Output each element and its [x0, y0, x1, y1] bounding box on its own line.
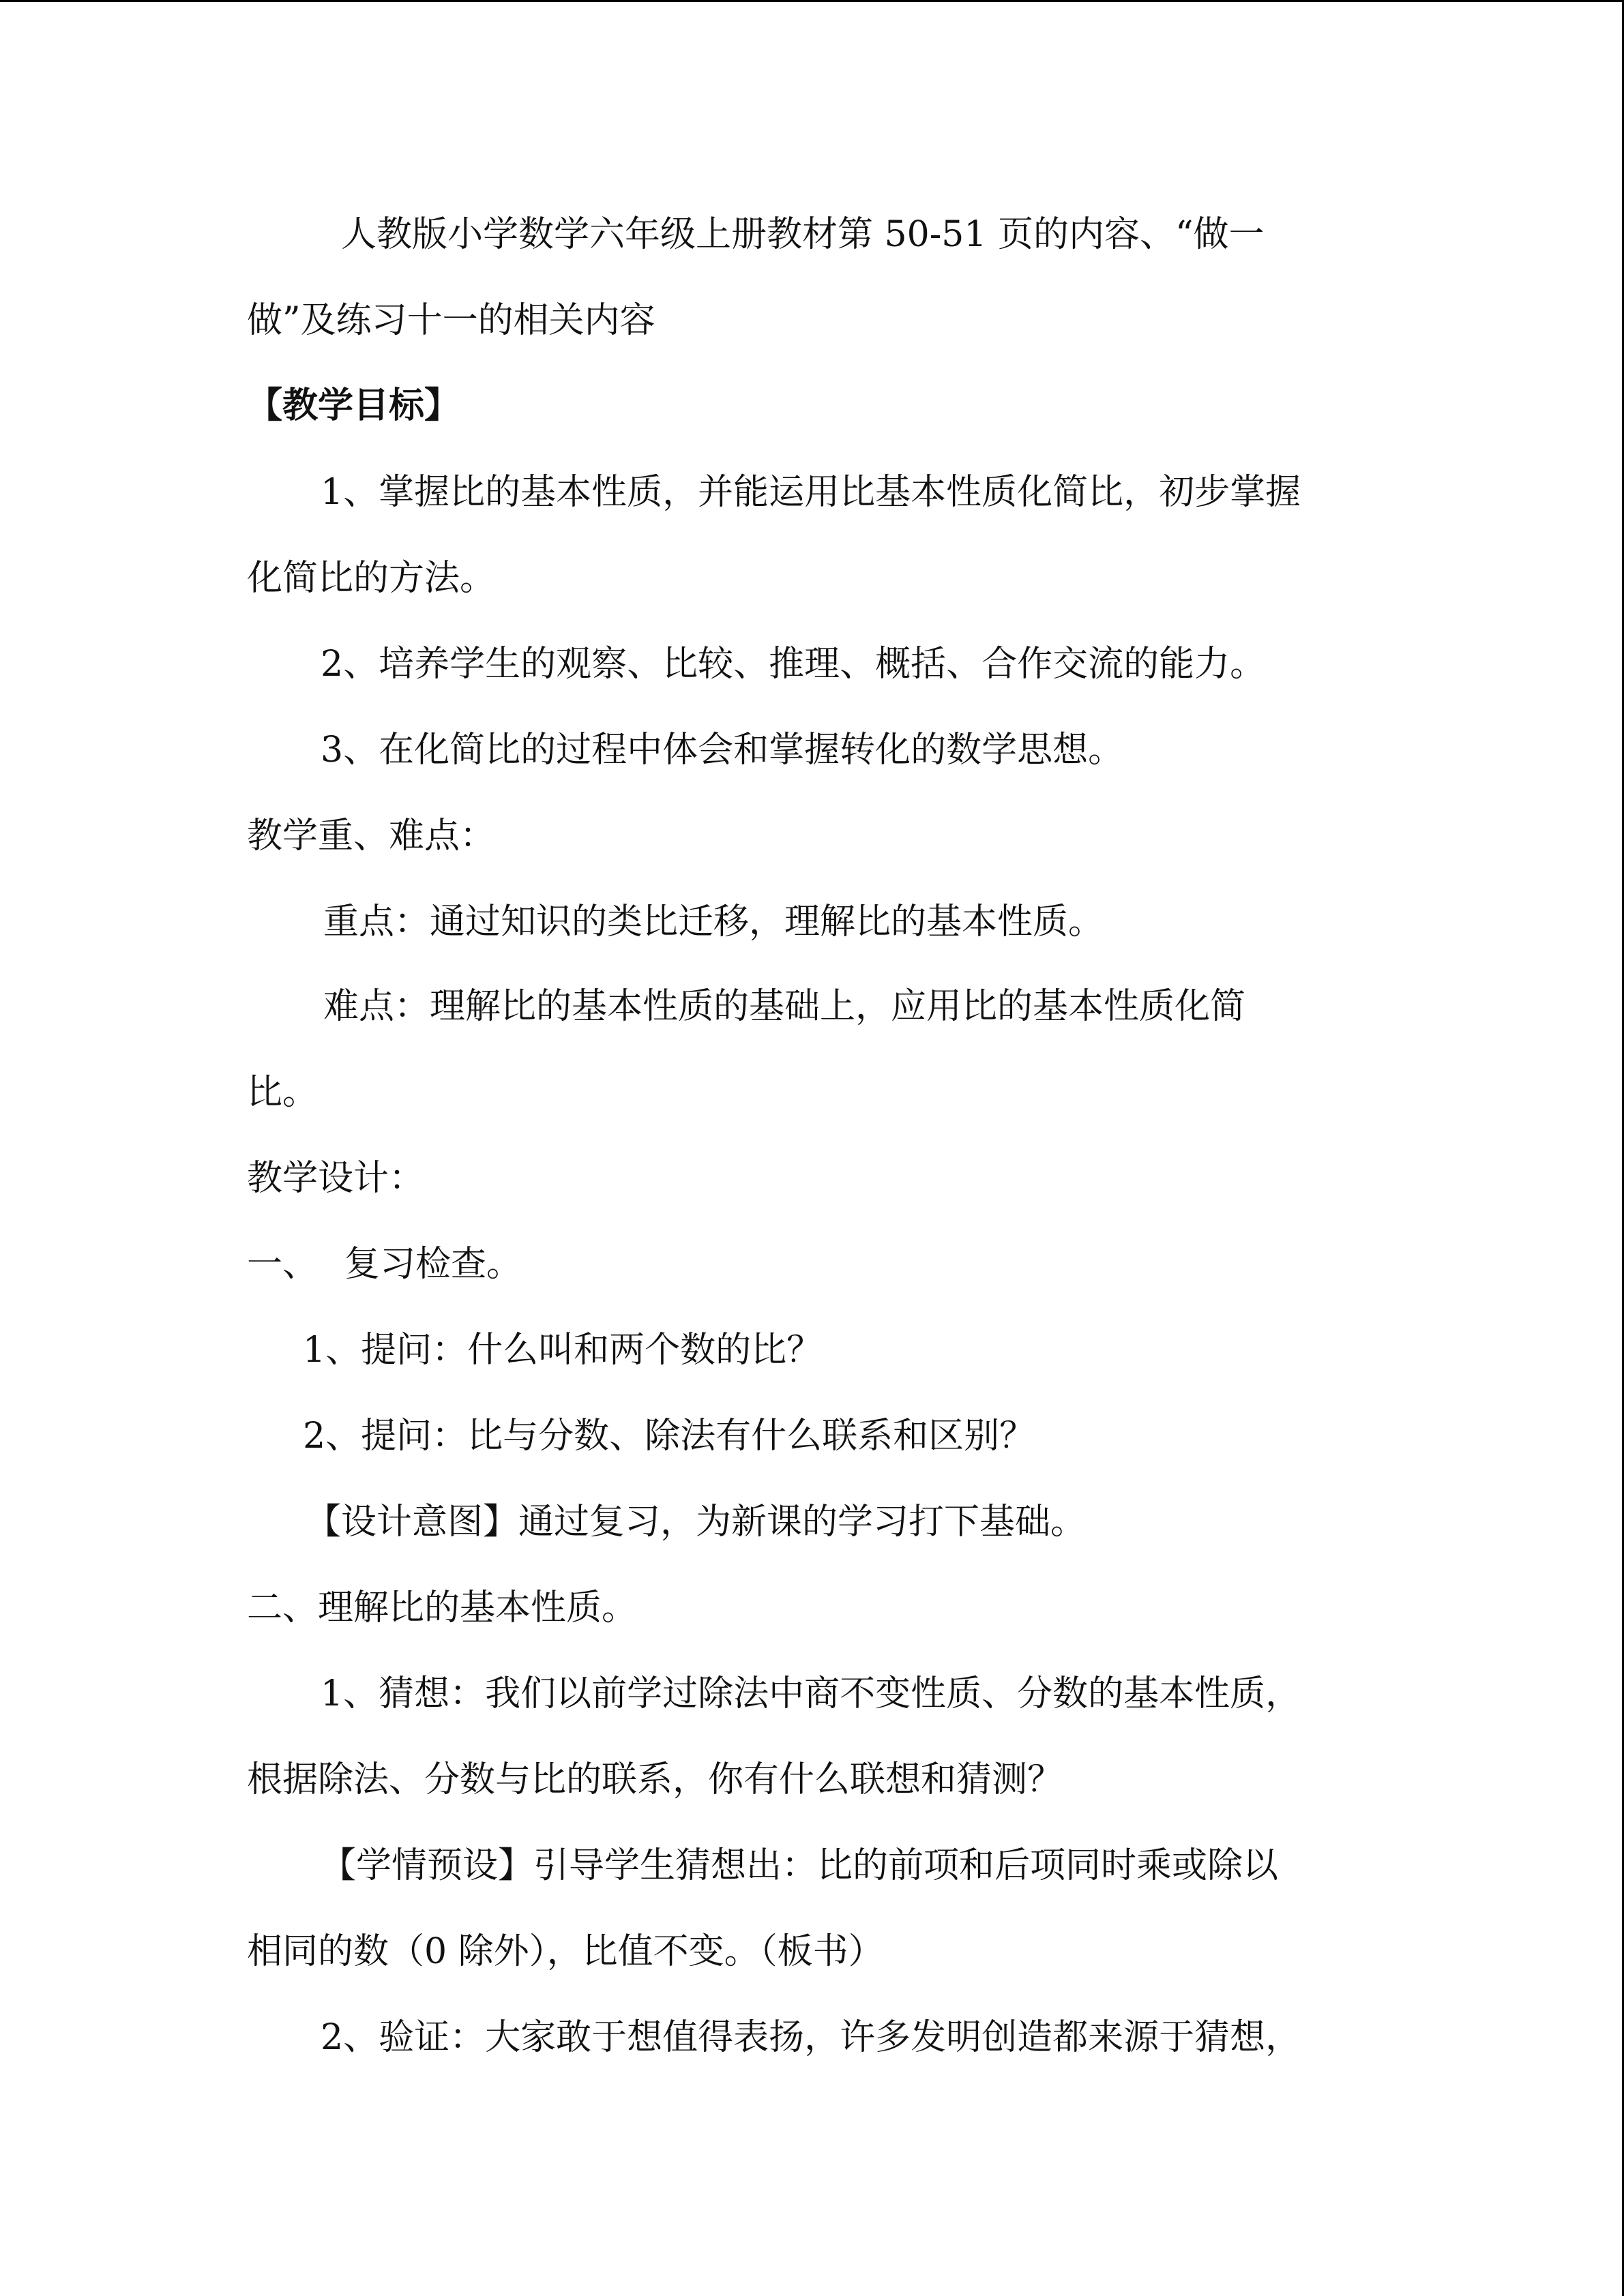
section-2-preset-line-2: 相同的数（0 除外），比值不变。（板书） — [247, 1931, 884, 1972]
objective-2: 2、培养学生的观察、比较、推理、概括、合作交流的能力。 — [321, 644, 1266, 685]
section-1-title: 复习检查。 — [344, 1244, 522, 1285]
design-heading: 教学设计： — [247, 1158, 425, 1199]
section-1-question-2: 2、提问：比与分数、除法有什么联系和区别？ — [303, 1416, 1035, 1457]
objective-3: 3、在化简比的过程中体会和掌握转化的数学思想。 — [321, 730, 1124, 771]
section-1-question-1: 1、提问：什么叫和两个数的比？ — [303, 1330, 823, 1371]
intro-line-2: 做”及练习十一的相关内容 — [247, 300, 655, 341]
section-1-design-intent: 【设计意图】通过复习，为新课的学习打下基础。 — [306, 1502, 1087, 1542]
section-2-guess-line-2: 根据除法、分数与比的联系，你有什么联想和猜测？ — [247, 1759, 1063, 1800]
key-points-heading: 教学重、难点： — [247, 816, 496, 856]
objectives-heading: 【教学目标】 — [247, 385, 460, 426]
key-point-focus: 重点：通过知识的类比迁移，理解比的基本性质。 — [323, 901, 1104, 942]
section-2-guess-line-1: 1、猜想：我们以前学过除法中商不变性质、分数的基本性质， — [321, 1673, 1301, 1714]
section-2-verify-line-1: 2、验证：大家敢于想值得表扬，许多发明创造都来源于猜想， — [321, 2017, 1301, 2058]
page-top-border — [0, 0, 1624, 2]
section-2-preset-line-1: 【学情预设】引导学生猜想出：比的前项和后项同时乘或除以 — [321, 1845, 1279, 1886]
objective-1-line-1: 1、掌握比的基本性质，并能运用比基本性质化简比，初步掌握 — [321, 472, 1301, 513]
intro-line-1: 人教版小学数学六年级上册教材第 50-51 页的内容、“做一 — [341, 214, 1265, 255]
key-point-difficulty-line-1: 难点：理解比的基本性质的基础上，应用比的基本性质化简 — [323, 986, 1246, 1027]
section-2-title: 二、理解比的基本性质。 — [247, 1587, 638, 1628]
key-point-difficulty-line-2: 比。 — [247, 1072, 319, 1113]
section-1-marker: 一、 — [247, 1244, 319, 1285]
objective-1-line-2: 化简比的方法。 — [247, 558, 496, 599]
